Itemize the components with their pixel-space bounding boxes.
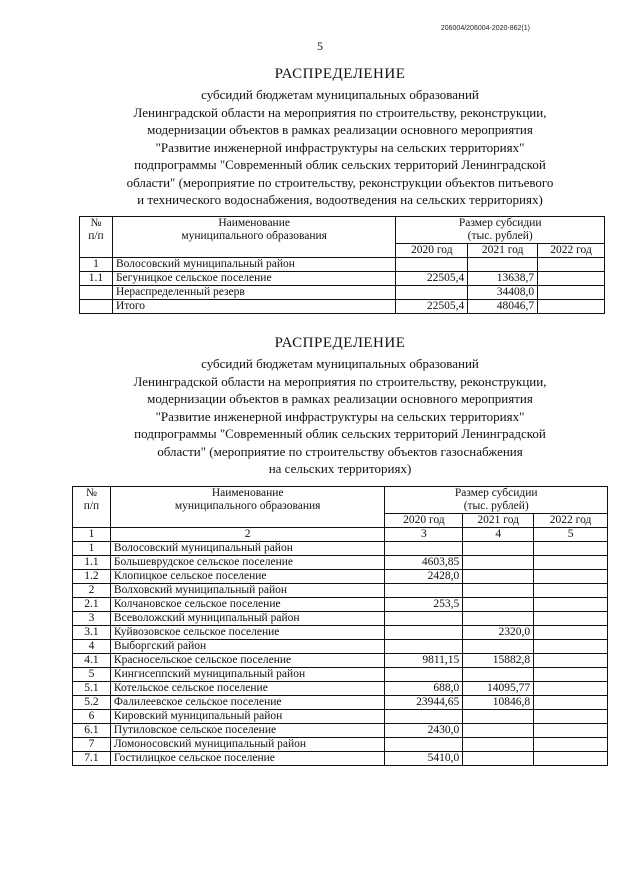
table-row — [73, 710, 608, 724]
value-2020: 2428,0 — [385, 570, 463, 584]
row-name: Волосовский муниципальный район — [112, 258, 395, 272]
row-number: 5.2 — [73, 696, 111, 710]
table-row — [73, 668, 608, 682]
value-2020 — [385, 738, 463, 752]
table-row — [73, 640, 608, 654]
header-year: 2020 год — [396, 244, 468, 258]
value-2022 — [534, 584, 608, 598]
value-2021: 15882,8 — [463, 654, 534, 668]
header-name: Наименование муниципального образования — [112, 217, 395, 258]
subtitle-line: и технического водоснабжения, водоотведения на сельских территориях) — [137, 192, 543, 207]
table1-subtitle — [60, 86, 620, 209]
value-2020 — [385, 710, 463, 724]
subtitle-line: на сельских территориях) — [268, 461, 412, 476]
value-2021: 13638,7 — [468, 272, 538, 286]
subtitle-line: подпрограммы "Современный облик сельских территорий Ленинградской — [134, 426, 546, 441]
value-2020 — [385, 542, 463, 556]
value-2020 — [396, 258, 468, 272]
row-name: Путиловское сельское поселение — [110, 724, 385, 738]
row-name: Волосовский муниципальный район — [110, 542, 385, 556]
table2-colnum-row — [73, 528, 608, 542]
row-name: Кингисеппский муниципальный район — [110, 668, 385, 682]
value-2020 — [385, 668, 463, 682]
subtitle-line: "Развитие инженерной инфраструктуры на сельских территориях" — [155, 139, 525, 155]
value-2022 — [534, 654, 608, 668]
subtitle-line: Ленинградской области на мероприятия по строительству, реконструкции, — [133, 373, 547, 389]
row-number: 1 — [73, 542, 111, 556]
value-2022 — [534, 724, 608, 738]
column-number: 5 — [534, 528, 608, 542]
column-number: 1 — [73, 528, 111, 542]
table1-title: РАСПРЕДЕЛЕНИЕ — [274, 66, 406, 82]
row-number: 2 — [73, 584, 111, 598]
table-row — [73, 724, 608, 738]
value-2021 — [468, 258, 538, 272]
value-2022 — [538, 286, 605, 300]
subtitle-line: модернизации объектов в рамках реализации основного мероприятия — [147, 391, 533, 406]
table2-header-row — [73, 487, 608, 514]
subtitle-line: Ленинградской области на мероприятия по строительству, реконструкции, — [133, 104, 547, 120]
value-2021: 2320,0 — [463, 626, 534, 640]
table-row — [73, 542, 608, 556]
value-2020 — [385, 584, 463, 598]
table-row — [73, 598, 608, 612]
row-number: 5.1 — [73, 682, 111, 696]
value-2021: 10846,8 — [463, 696, 534, 710]
value-2021 — [463, 556, 534, 570]
value-2020: 23944,65 — [385, 696, 463, 710]
subtitle-line: области" (мероприятие по строительству, реконструкции объектов питьевого — [126, 174, 554, 190]
header-name: Наименование муниципального образования — [110, 487, 385, 528]
value-2021 — [463, 570, 534, 584]
value-2020 — [396, 286, 468, 300]
value-2022 — [534, 752, 608, 766]
value-2022 — [534, 598, 608, 612]
header-year: 2022 год — [534, 514, 608, 528]
row-number: 1.2 — [73, 570, 111, 584]
row-name: Фалилеевское сельское поселение — [110, 696, 385, 710]
row-name: Ломоносовский муниципальный район — [110, 738, 385, 752]
value-2020 — [385, 612, 463, 626]
row-number: 5 — [73, 668, 111, 682]
table1-header-row — [80, 217, 605, 244]
value-2021 — [463, 710, 534, 724]
value-2022 — [534, 570, 608, 584]
row-name: Клопицкое сельское поселение — [110, 570, 385, 584]
row-name: Итого — [112, 300, 395, 314]
value-2021 — [463, 598, 534, 612]
value-2021 — [463, 738, 534, 752]
row-name: Котельское сельское поселение — [110, 682, 385, 696]
table-row — [80, 272, 605, 286]
table-row — [73, 654, 608, 668]
row-name: Гостилицкое сельское поселение — [110, 752, 385, 766]
table2 — [72, 486, 608, 766]
value-2022 — [534, 556, 608, 570]
row-number: 2.1 — [73, 598, 111, 612]
row-number: 4.1 — [73, 654, 111, 668]
header-year: 2022 год — [538, 244, 605, 258]
value-2021: 48046,7 — [468, 300, 538, 314]
page-number: 5 — [317, 39, 323, 53]
header-size: Размер субсидии (тыс. рублей) — [385, 487, 608, 514]
row-number: 4 — [73, 640, 111, 654]
column-number: 2 — [110, 528, 385, 542]
table-row — [73, 584, 608, 598]
table1 — [79, 216, 605, 314]
table2-subtitle — [60, 355, 620, 478]
value-2020: 9811,15 — [385, 654, 463, 668]
value-2021 — [463, 584, 534, 598]
column-number: 4 — [463, 528, 534, 542]
value-2021 — [463, 542, 534, 556]
row-number: 6.1 — [73, 724, 111, 738]
row-name: Нераспределенный резерв — [112, 286, 395, 300]
table-row — [80, 258, 605, 272]
row-name: Кировский муниципальный район — [110, 710, 385, 724]
row-number: 6 — [73, 710, 111, 724]
header-year: 2020 год — [385, 514, 463, 528]
row-name: Всеволожский муниципальный район — [110, 612, 385, 626]
header-size: Размер субсидии (тыс. рублей) — [396, 217, 605, 244]
value-2021 — [463, 612, 534, 626]
value-2022 — [538, 258, 605, 272]
value-2021 — [463, 668, 534, 682]
value-2021 — [463, 752, 534, 766]
row-number: 1 — [80, 258, 113, 272]
row-name: Колчановское сельское поселение — [110, 598, 385, 612]
row-number — [80, 300, 113, 314]
row-number: 7.1 — [73, 752, 111, 766]
value-2022 — [534, 696, 608, 710]
value-2022 — [534, 682, 608, 696]
value-2020: 22505,4 — [396, 300, 468, 314]
value-2022 — [538, 272, 605, 286]
table2-title: РАСПРЕДЕЛЕНИЕ — [274, 335, 406, 351]
table2-body — [73, 542, 608, 766]
document-id: 206004/206004-2020-862(1) — [440, 25, 530, 32]
row-number: 3.1 — [73, 626, 111, 640]
subtitle-line: субсидий бюджетам муниципальных образований — [201, 356, 479, 371]
row-number: 3 — [73, 612, 111, 626]
table-row — [73, 752, 608, 766]
header-num: № п/п — [80, 217, 113, 258]
subtitle-line: области" (мероприятие по строительству объектов газоснабжения — [157, 443, 523, 459]
row-name: Волховский муниципальный район — [110, 584, 385, 598]
value-2020: 5410,0 — [385, 752, 463, 766]
value-2021: 14095,77 — [463, 682, 534, 696]
row-name: Выборгский район — [110, 640, 385, 654]
row-name: Красносельское сельское поселение — [110, 654, 385, 668]
value-2022 — [534, 710, 608, 724]
table-row — [80, 286, 605, 300]
value-2022 — [534, 738, 608, 752]
table-row — [73, 682, 608, 696]
table1-body — [80, 258, 605, 314]
row-number: 1.1 — [80, 272, 113, 286]
header-year: 2021 год — [463, 514, 534, 528]
row-name: Бегуницкое сельское поселение — [112, 272, 395, 286]
value-2020 — [385, 626, 463, 640]
column-number: 3 — [385, 528, 463, 542]
table-row — [73, 570, 608, 584]
value-2020: 22505,4 — [396, 272, 468, 286]
subtitle-line: "Развитие инженерной инфраструктуры на сельских территориях" — [155, 408, 525, 424]
value-2020 — [385, 640, 463, 654]
table-row — [73, 696, 608, 710]
row-number: 1.1 — [73, 556, 111, 570]
subtitle-line: модернизации объектов в рамках реализации основного мероприятия — [147, 122, 533, 137]
value-2022 — [534, 542, 608, 556]
table-row — [73, 556, 608, 570]
value-2021 — [463, 724, 534, 738]
row-number: 7 — [73, 738, 111, 752]
header-num: № п/п — [73, 487, 111, 528]
value-2020: 688,0 — [385, 682, 463, 696]
row-number — [80, 286, 113, 300]
value-2022 — [534, 626, 608, 640]
subtitle-line: подпрограммы "Современный облик сельских территорий Ленинградской — [134, 157, 546, 172]
value-2022 — [534, 668, 608, 682]
row-name: Большеврудское сельское поселение — [110, 556, 385, 570]
value-2020: 2430,0 — [385, 724, 463, 738]
value-2022 — [538, 300, 605, 314]
value-2020: 4603,85 — [385, 556, 463, 570]
table-row — [73, 612, 608, 626]
value-2020: 253,5 — [385, 598, 463, 612]
value-2022 — [534, 640, 608, 654]
table-row — [73, 626, 608, 640]
value-2021 — [463, 640, 534, 654]
header-year: 2021 год — [468, 244, 538, 258]
table-row — [80, 300, 605, 314]
subtitle-line: субсидий бюджетам муниципальных образований — [201, 87, 479, 102]
value-2021: 34408,0 — [468, 286, 538, 300]
table-row — [73, 738, 608, 752]
value-2022 — [534, 612, 608, 626]
row-name: Куйвозовское сельское поселение — [110, 626, 385, 640]
